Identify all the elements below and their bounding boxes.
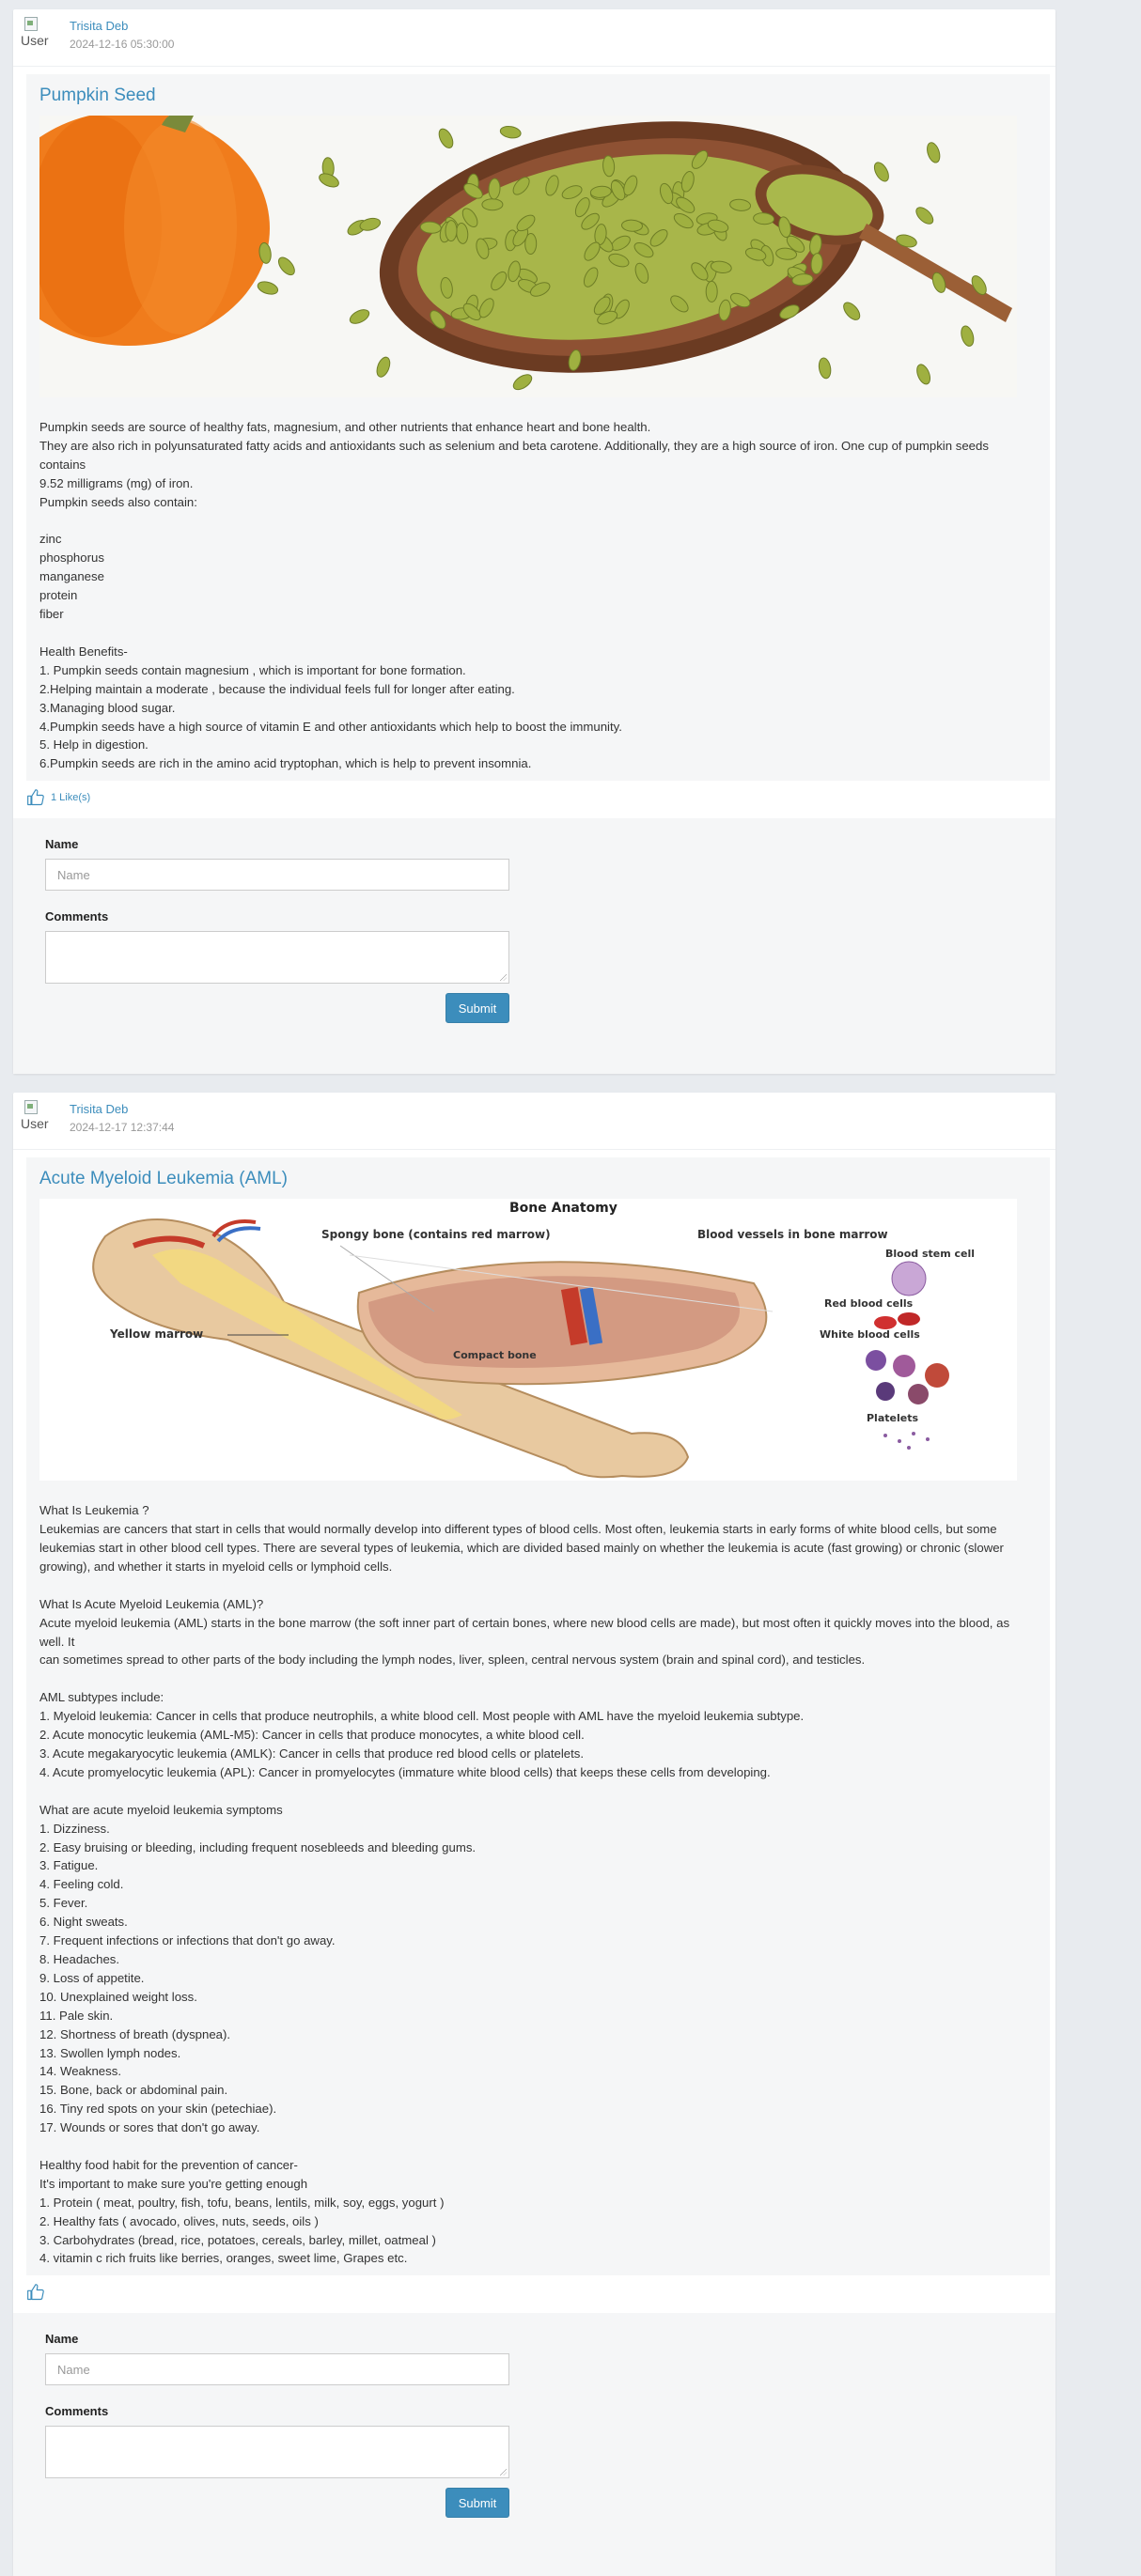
broken-image-icon bbox=[24, 17, 38, 31]
submit-button[interactable]: Submit bbox=[445, 993, 509, 1023]
broken-image-icon bbox=[24, 1100, 38, 1114]
image-label-platelets: Platelets bbox=[867, 1412, 919, 1425]
image-label-vessels: Blood vessels in bone marrow bbox=[697, 1228, 888, 1242]
post-date: 2024-12-16 05:30:00 bbox=[70, 38, 175, 51]
like-bar bbox=[13, 2275, 1055, 2313]
thumbs-up-icon bbox=[26, 788, 45, 807]
avatar-alt-text: User bbox=[21, 1116, 49, 1132]
avatar bbox=[21, 1100, 56, 1141]
bone-anatomy-image bbox=[39, 1199, 1017, 1481]
post-image bbox=[39, 1199, 1017, 1481]
seed bbox=[482, 199, 503, 210]
name-label: Name bbox=[45, 2332, 79, 2347]
pumpkin-seeds-image bbox=[39, 116, 1017, 397]
like-button[interactable] bbox=[26, 2283, 51, 2302]
post-card bbox=[13, 1093, 1055, 2576]
post-title: Pumpkin Seed bbox=[39, 85, 156, 105]
post-card bbox=[13, 9, 1055, 1074]
like-button[interactable] bbox=[26, 788, 90, 807]
post-feed bbox=[13, 9, 1055, 2576]
image-label-white: White blood cells bbox=[820, 1328, 920, 1342]
post-image bbox=[39, 116, 1017, 397]
likes-count: 1 Like(s) bbox=[51, 792, 91, 804]
submit-button[interactable]: Submit bbox=[445, 2488, 509, 2518]
name-input[interactable]: Name bbox=[45, 859, 509, 891]
post-date: 2024-12-17 12:37:44 bbox=[70, 1121, 175, 1135]
avatar-alt-text: User bbox=[21, 33, 49, 48]
seed bbox=[445, 220, 457, 241]
comments-label: Comments bbox=[45, 2404, 109, 2419]
image-label-yellow: Yellow marrow bbox=[110, 1327, 204, 1342]
image-label-compact: Compact bone bbox=[453, 1349, 537, 1362]
comments-textarea[interactable] bbox=[45, 2426, 509, 2478]
image-label-spongy: Spongy bone (contains red marrow) bbox=[321, 1228, 551, 1242]
comment-form bbox=[13, 818, 1055, 1074]
post-header bbox=[13, 9, 1055, 67]
comments-label: Comments bbox=[45, 909, 109, 924]
author-link[interactable]: Trisita Deb bbox=[70, 1102, 129, 1117]
post-header bbox=[13, 1093, 1055, 1150]
comment-form bbox=[13, 2313, 1055, 2576]
thumbs-up-icon bbox=[26, 2283, 45, 2302]
image-label-red: Red blood cells bbox=[824, 1297, 914, 1311]
comments-textarea[interactable] bbox=[45, 931, 509, 984]
post-content bbox=[26, 1157, 1050, 2275]
name-input[interactable]: Name bbox=[45, 2353, 509, 2385]
image-label-title: Bone Anatomy bbox=[509, 1201, 617, 1217]
seed bbox=[706, 281, 717, 302]
author-link[interactable]: Trisita Deb bbox=[70, 19, 129, 33]
post-content bbox=[26, 74, 1050, 781]
like-bar bbox=[13, 781, 1055, 818]
name-label: Name bbox=[45, 837, 79, 852]
post-body: What Is Leukemia ? Leukemias are cancers that start in cells that would normally develop into different types of blood cells. Most often, leukemia starts in early forms of white blood cells, but some leukemias start in other blood cell types. There are several types of leukemia, which are divided based mainly on whether the leukemia is acute (fast growing) or chronic (slower growing), and whether it starts in myeloid cells or lymphoid cells. What Is Acute Myeloid Leukemia (AML)? Acute myeloid leukemia (AML) starts in the bone marrow (the soft inner part of certain bones, where new blood cells are made), but most often it quickly moves into the blood, as well. It can sometimes spread to other parts of the body including the lymph nodes, liver, spleen, central nervous system (brain and spinal cord), and testicles. AML subtypes include: 1. Myeloid leukemia: Cancer in cells that produce neutrophils, a white blood cell. Most people with AML have the myeloid leukemia subtype. 2. Acute monocytic leukemia (AML-M5): Cancer in cells that produce monocytes, a white blood cell. 3. Acute megakaryocytic leukemia (AMLK): Cancer in cells that produce red blood cells or platelets. 4. Acute promyelocytic leukemia (APL): Cancer in promyelocytes (immature white blood cells) that keeps these cells from developing. What are acute myeloid leukemia symptoms 1. Dizziness. 2. Easy bruising or bleeding, including frequent nosebleeds and bleeding gums. 3. Fatigue. 4. Feeling cold. 5. Fever. 6. Night sweats. 7. Frequent infections or infections that don't go away. 8. Headaches. 9. Loss of appetite. 10. Unexplained weight loss. 11. Pale skin. 12. Shortness of breath (dyspnea). 13. Swollen lymph nodes. 14. Weakness. 15. Bone, back or abdominal pain. 16. Tiny red spots on your skin (petechiae). 17. Wounds or sores that don't go away. Healthy food habit for the prevention of cancer- It's important to make sure you're getting enough 1. Protein ( meat, poultry, fish, tofu, beans, lentils, milk, soy, eggs, yogurt ) 2. Healthy fats ( avocado, olives, nuts, seeds, oils ) 3. Carbohydrates (bread, rice, potatoes, cereals, barley, millet, oatmeal ) 4. vitamin c rich fruits like berries, oranges, sweet lime, Grapes etc. bbox=[39, 1503, 1010, 2266]
post-title: Acute Myeloid Leukemia (AML) bbox=[39, 1169, 288, 1189]
image-label-stem: Blood stem cell bbox=[885, 1248, 976, 1261]
avatar bbox=[21, 17, 56, 58]
post-body: Pumpkin seeds are source of healthy fats, magnesium, and other nutrients that enhance heart and bone health. They are also rich in polyunsaturated fatty acids and antioxidants such as selenium and beta carotene. Additionally, they are a high source of iron. One cup of pumpkin seeds contains 9.52 milligrams (mg) of iron. Pumpkin seeds also contain: zinc phosphorus manganese protein fiber Health Benefits- 1. Pumpkin seeds contain magnesium , which is important for bone formation. 2.Helping maintain a moderate , because the individual feels full for longer after eating. 3.Managing blood sugar. 4.Pumpkin seeds have a high source of vitamin E and other antioxidants which help to boost the immunity. 5. Help in digestion. 6.Pumpkin seeds are rich in the amino acid tryptophan, which is help to prevent insomnia. bbox=[39, 420, 989, 771]
